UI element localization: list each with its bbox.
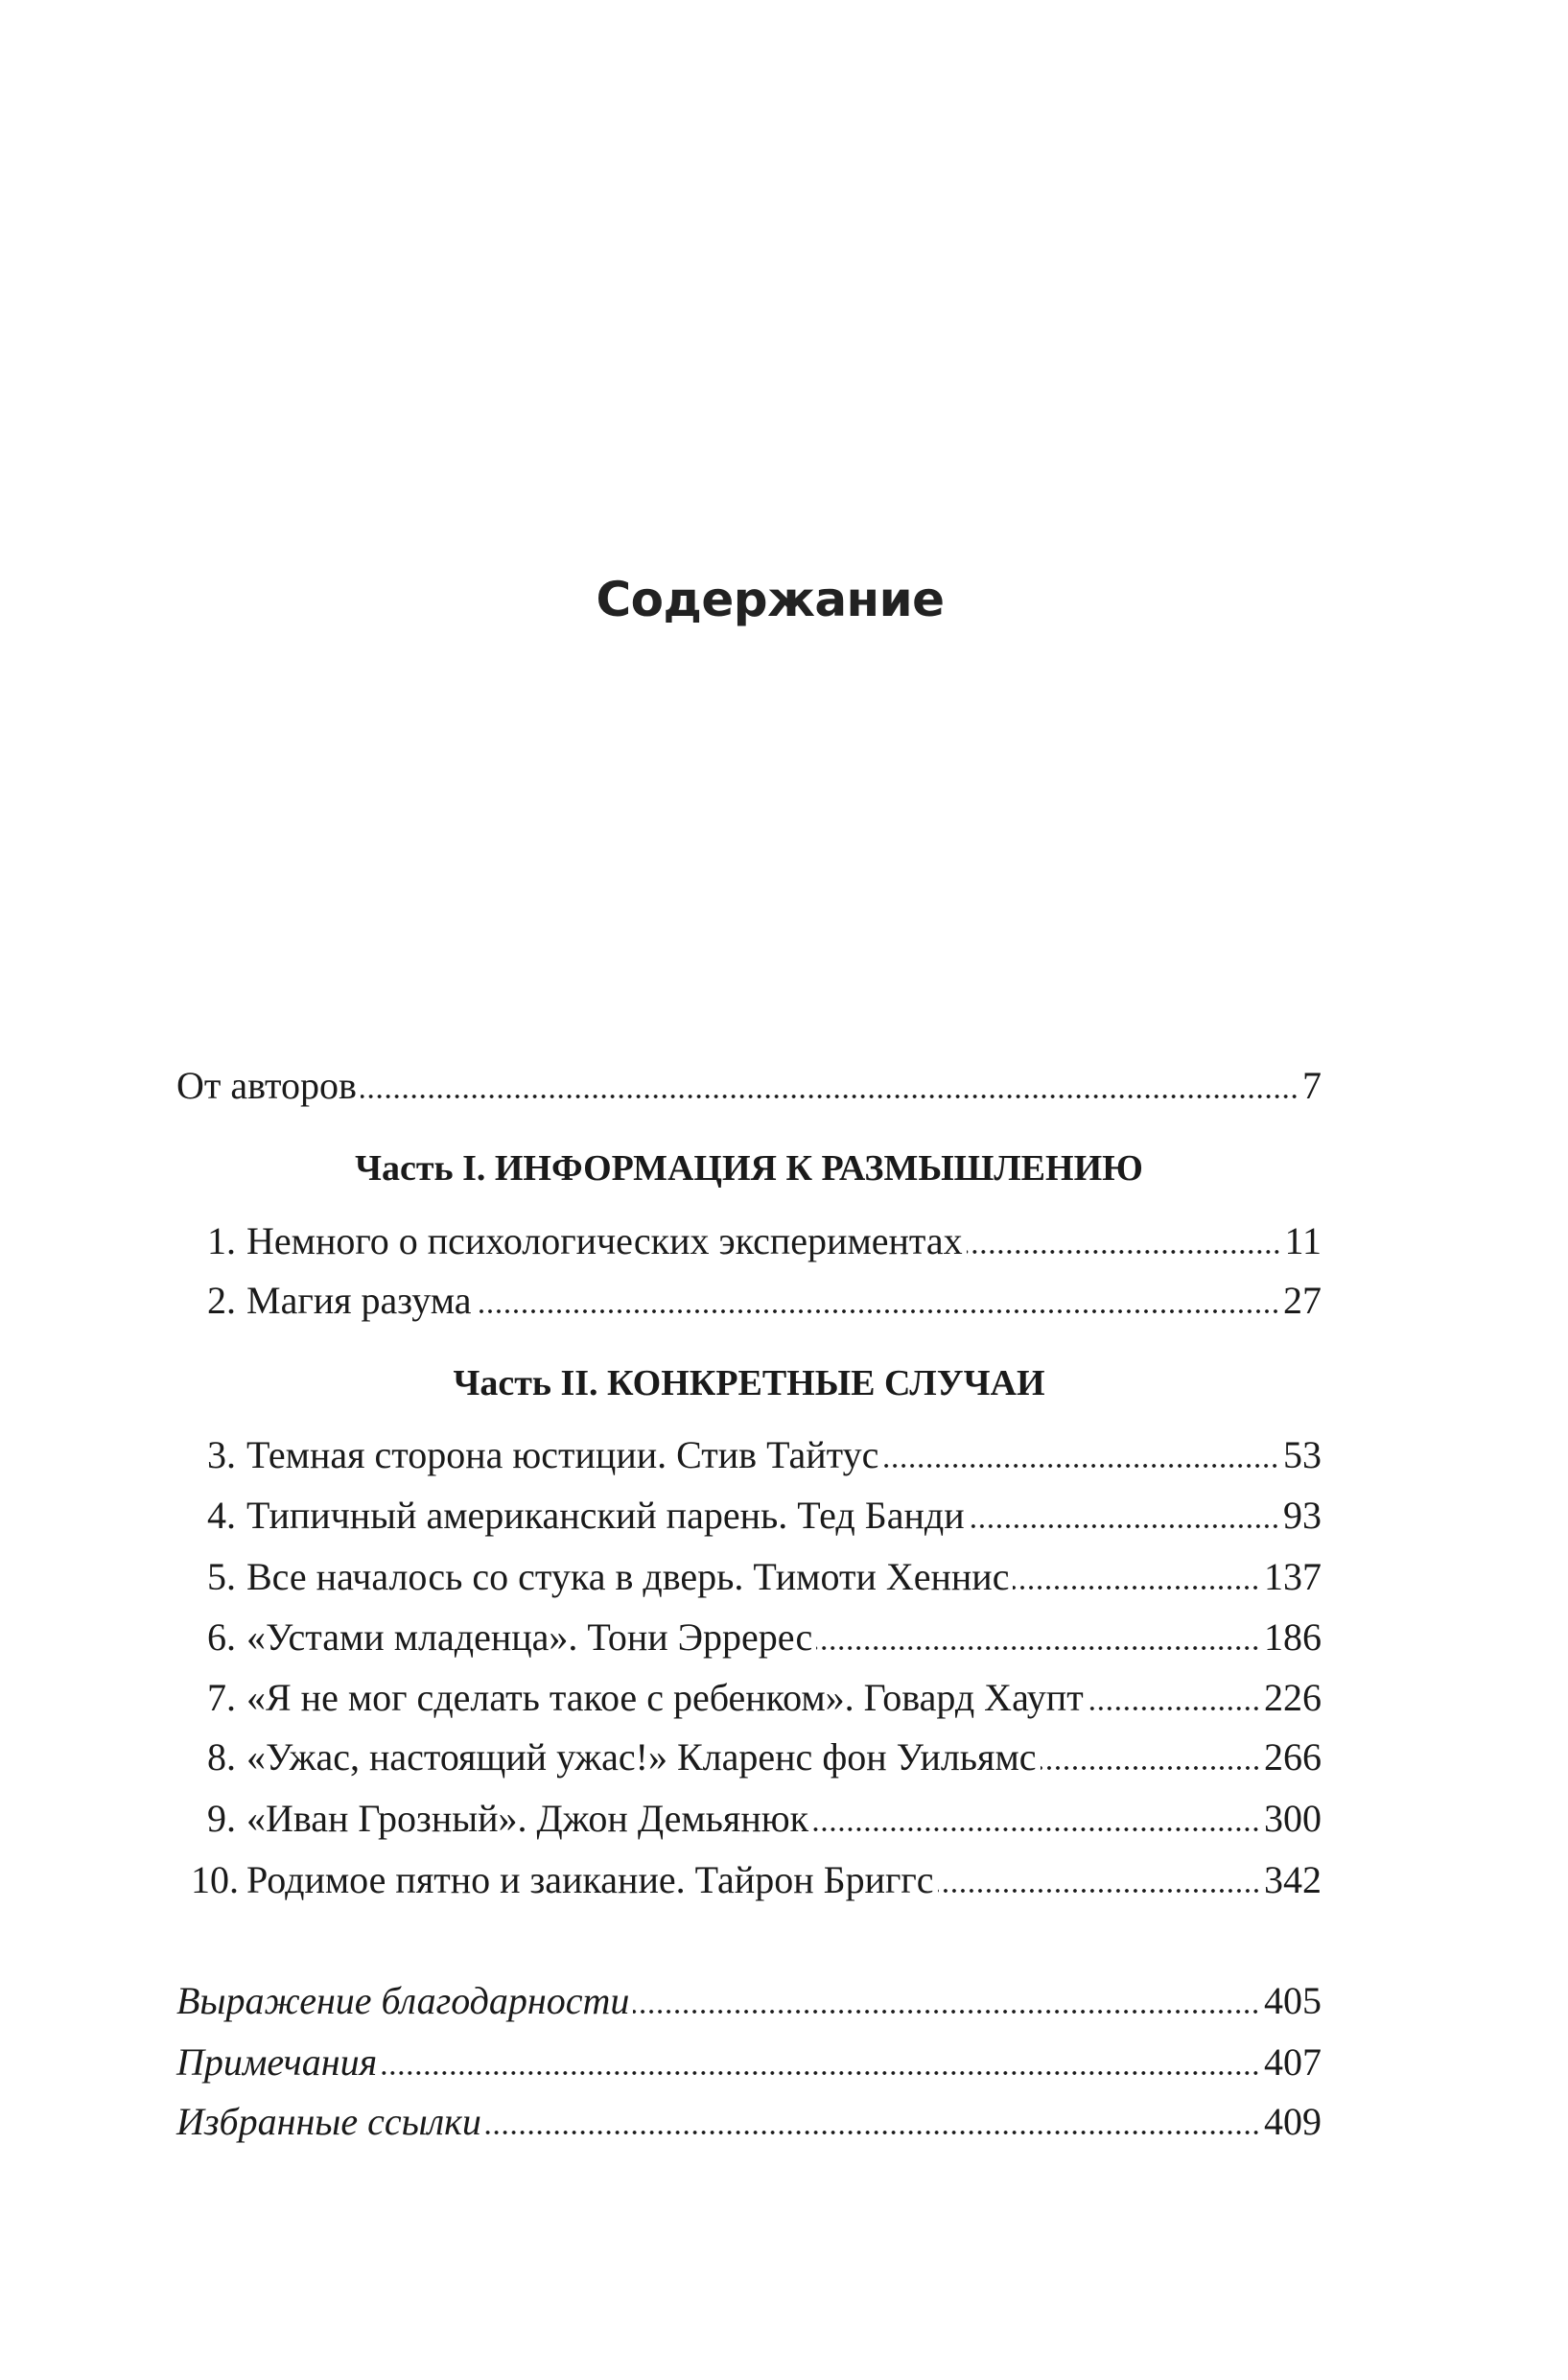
dot-leader [969,1524,1279,1528]
dot-leader [816,1646,1260,1650]
entry-label: Все началось со стука в дверь. Тимоти Хеннис [246,1555,1010,1598]
entry-number: 1. [207,1219,236,1262]
dot-leader [381,2071,1260,2075]
dot-leader [633,2010,1260,2014]
entry-number: 10. [191,1858,239,1901]
toc-entry[interactable] [176,1278,1322,1326]
entry-number: 3. [207,1433,236,1476]
toc-entry[interactable] [176,1857,1322,1905]
toc-entry-notes[interactable] [176,2039,1322,2087]
entry-page: 226 [1264,1676,1322,1719]
toc-entry[interactable] [176,1796,1322,1844]
entry-label: «Иван Грозный». Джон Демьянюк [246,1797,809,1840]
toc-entry[interactable] [176,1432,1322,1480]
entry-label: Примечания [176,2040,378,2084]
dot-leader [361,1095,1299,1098]
entry-label: От авторов [176,1064,357,1107]
entry-number: 5. [207,1555,236,1598]
toc-entry[interactable] [176,1218,1322,1266]
entry-label: Выражение благодарности [176,1979,630,2022]
entry-page: 405 [1264,1979,1322,2022]
part-heading: Часть II. КОНКРЕТНЫЕ СЛУЧАИ [453,1363,1045,1403]
entry-page: 300 [1264,1797,1322,1840]
entry-page: 11 [1284,1219,1322,1262]
toc-entry-acknowledgements[interactable] [176,1978,1322,2026]
entry-number: 2. [207,1279,236,1322]
entry-page: 409 [1264,2100,1322,2143]
dot-leader [938,1889,1260,1893]
entry-page: 186 [1264,1615,1322,1659]
entry-number: 7. [207,1676,236,1719]
entry-page: 7 [1302,1064,1322,1107]
entry-page: 53 [1283,1433,1322,1476]
entry-label: Темная сторона юстиции. Стив Тайтус [246,1433,879,1476]
dot-leader [812,1827,1260,1831]
dot-leader [1013,1586,1260,1590]
toc-entry[interactable] [176,1493,1322,1541]
dot-leader [1088,1707,1260,1710]
entry-number: 4. [207,1494,236,1537]
entry-label: Избранные ссылки [176,2100,481,2143]
toc-entry[interactable] [176,1614,1322,1662]
entry-page: 407 [1264,2040,1322,2084]
dot-leader [476,1309,1279,1313]
page-title: Содержание [596,572,945,627]
toc-entry-preface[interactable] [176,1063,1322,1111]
entry-page: 27 [1283,1279,1322,1322]
entry-page: 93 [1283,1494,1322,1537]
toc-entry[interactable] [176,1675,1322,1723]
entry-label: Типичный американский парень. Тед Банди [246,1494,965,1537]
dot-leader [1041,1766,1260,1770]
entry-label: «Я не мог сделать такое с ребенком». Говард Хаупт [246,1676,1084,1719]
toc-entry[interactable] [176,1734,1322,1782]
dot-leader [967,1250,1281,1254]
entry-number: 8. [207,1735,236,1779]
toc-entry[interactable] [176,1554,1322,1602]
entry-label: Родимое пятно и заикание. Тайрон Бриггс [246,1858,934,1901]
entry-label: «Устами младенца». Тони Эрререс [246,1615,813,1659]
entry-page: 266 [1264,1735,1322,1779]
dot-leader [485,2131,1260,2134]
entry-label: Магия разума [246,1279,472,1322]
dot-leader [882,1464,1279,1468]
part-heading: Часть I. ИНФОРМАЦИЯ К РАЗМЫШЛЕНИЮ [355,1148,1143,1189]
entry-label: «Ужас, настоящий ужас!» Кларенс фон Уильямс [246,1735,1037,1779]
entry-number: 6. [207,1615,236,1659]
entry-page: 342 [1264,1858,1322,1901]
entry-label: Немного о психологических экспериментах [246,1219,963,1262]
entry-page: 137 [1264,1555,1322,1598]
toc-entry-references[interactable] [176,2099,1322,2147]
entry-number: 9. [207,1797,236,1840]
